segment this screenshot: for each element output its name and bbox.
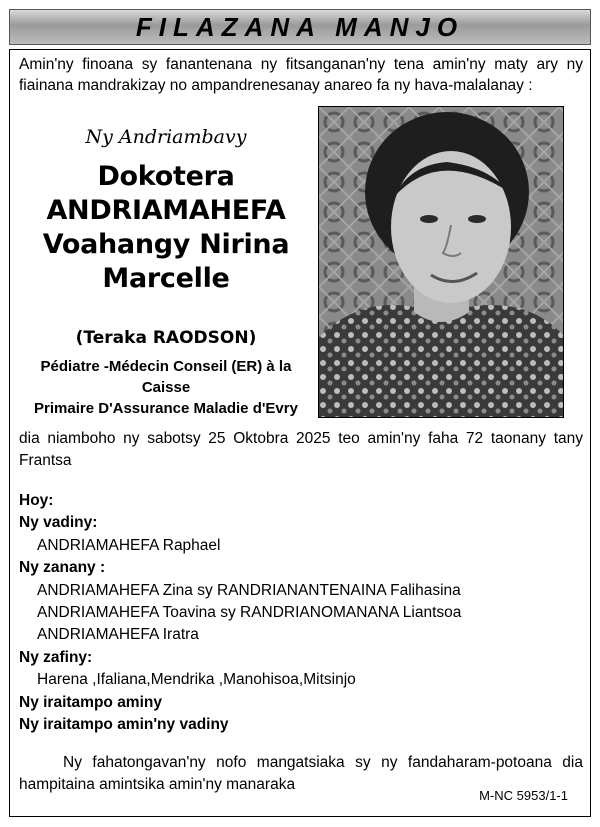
banner xyxy=(9,9,591,45)
child-3: ANDRIAMAHEFA Iratra xyxy=(37,626,199,644)
portrait-photo xyxy=(318,106,564,418)
relatives-heading: Ny iraitampo aminy xyxy=(19,693,162,711)
hoy-label: Hoy: xyxy=(19,492,54,509)
name-line-surname: ANDRIAMAHEFA xyxy=(46,195,286,226)
occupation-line-2: Primaire D'Assurance Maladie d'Evry xyxy=(34,400,298,417)
grandchildren-names: Harena ,Ifaliana,Mendrika ,Manohisoa,Mitsinjo xyxy=(37,671,356,689)
reference-code: M-NC 5953/1-1 xyxy=(479,788,568,803)
intro-text: Amin'ny finoana sy fanantenana ny fitsanganan'ny tena amin'ny maty ary ny fiainana mandrakizay no ampandrenesanay anareo fa ny hava-malalanay : xyxy=(19,56,583,94)
portrait-illustration xyxy=(319,107,564,418)
name-line-given: Voahangy Nirina xyxy=(42,229,290,260)
death-notice: dia niamboho ny sabotsy 25 Oktobra 2025 teo amin'ny faha 72 taonany tany Frantsa xyxy=(19,430,583,469)
maiden-name: (Teraka RAODSON) xyxy=(75,328,257,348)
name-line-middle: Marcelle xyxy=(102,263,230,294)
occupation xyxy=(20,356,312,419)
occupation-line-1: Pédiatre -Médecin Conseil (ER) à la Caisse xyxy=(40,358,292,396)
deceased-name xyxy=(20,160,312,296)
grandchildren-heading: Ny zafiny: xyxy=(19,648,93,666)
name-line-title: Dokotera xyxy=(97,161,235,192)
banner-title: FILAZANA MANJO xyxy=(135,11,465,42)
child-2: ANDRIAMAHEFA Toavina sy RANDRIANOMANANA Liantsoa xyxy=(37,604,462,622)
spouse-name: ANDRIAMAHEFA Raphael xyxy=(37,536,221,554)
honorific: Ny Andriambavy xyxy=(85,126,247,148)
spouse-relatives-heading: Ny iraitampo amin'ny vadiny xyxy=(19,716,229,734)
children-heading: Ny zanany : xyxy=(19,559,106,577)
family-list xyxy=(19,490,583,736)
closing-text: Ny fahatongavan'ny nofo mangatsiaka sy ny fandaharam-potoana dia hampitaina amintsika amin'ny manaraka xyxy=(19,754,583,793)
child-1: ANDRIAMAHEFA Zina sy RANDRIANANTENAINA Falihasina xyxy=(37,581,461,599)
spouse-heading: Ny vadiny: xyxy=(19,514,98,532)
